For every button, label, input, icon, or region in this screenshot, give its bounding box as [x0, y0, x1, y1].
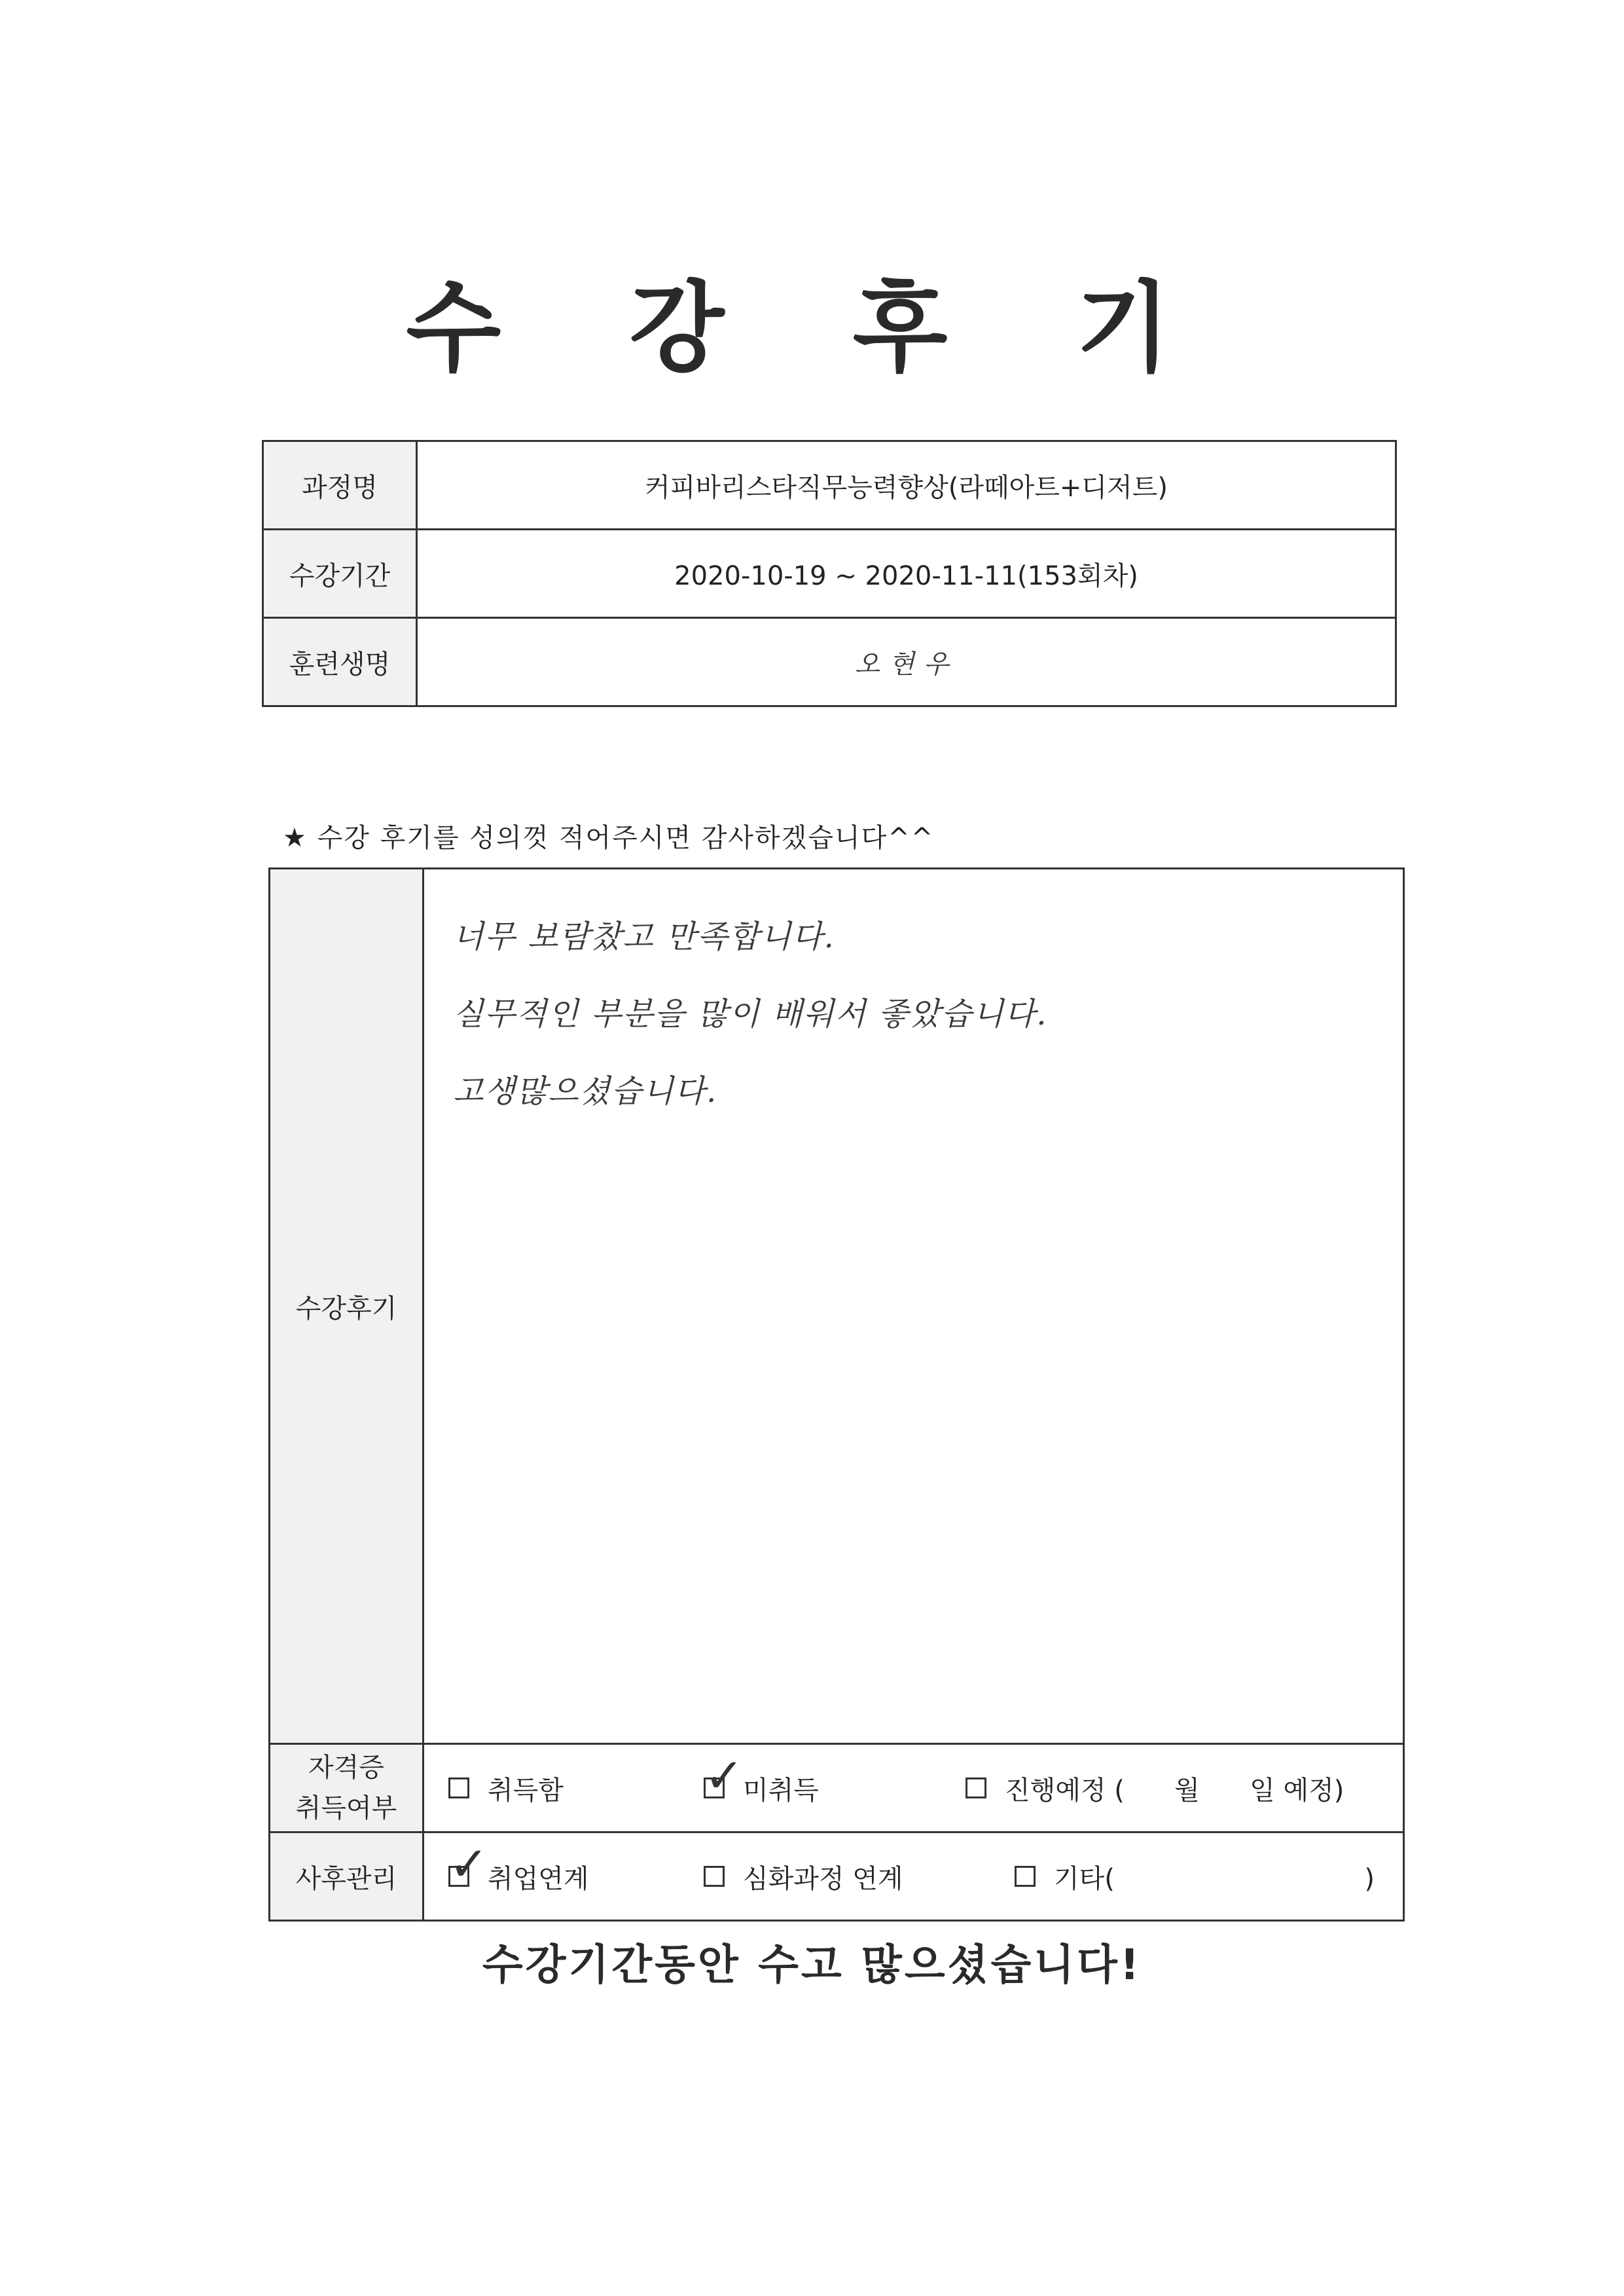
certificate-option-3[interactable] [965, 1770, 1344, 1807]
option-label: 취득함 [488, 1775, 564, 1806]
trainee-name: 오현우 [417, 618, 1396, 706]
review-line-3: 고생많으셨습니다. [453, 1073, 718, 1110]
certificate-label-line1: 자격증 [308, 1753, 384, 1783]
trainee-label: 훈련생명 [263, 618, 417, 706]
page-title: 수 강 후 기 [406, 272, 1218, 386]
certificate-label-line2: 취득여부 [295, 1793, 397, 1823]
course-label: 과정명 [263, 441, 417, 530]
option-label: 진행예정 ( 월 일 예정) [1005, 1775, 1344, 1806]
option-label: 심화과정 연계 [743, 1863, 903, 1894]
course-row [263, 441, 1396, 530]
aftercare-options [424, 1832, 1404, 1921]
period-label: 수강기간 [263, 530, 417, 618]
certificate-option-2[interactable] [704, 1770, 965, 1807]
closing-message: 수강기간동안 수고 많으셨습니다! [482, 1941, 1142, 1990]
certificate-row [270, 1744, 1404, 1832]
review-body [424, 869, 1404, 1744]
checkbox-icon[interactable] [965, 1777, 986, 1798]
aftercare-option-1[interactable] [448, 1858, 704, 1895]
period-row [263, 530, 1396, 618]
course-value: 커피바리스타직무능력향상(라떼아트+디저트) [417, 441, 1396, 530]
aftercare-option-3[interactable] [1015, 1858, 1375, 1895]
trainee-row [263, 618, 1396, 706]
review-line-2: 실무적인 부분을 많이 배워서 좋았습니다. [453, 996, 1048, 1032]
review-row [270, 869, 1404, 1744]
checkbox-icon[interactable] [448, 1777, 469, 1798]
checkbox-icon[interactable] [1015, 1866, 1036, 1887]
option-label: 취업연계 [488, 1863, 589, 1894]
review-label: 수강후기 [270, 869, 424, 1744]
course-info-table [262, 440, 1397, 707]
option-label: 기타( ) [1054, 1863, 1375, 1894]
certificate-label [270, 1744, 424, 1832]
checkbox-icon[interactable] [704, 1866, 725, 1887]
checked-checkbox-icon[interactable] [704, 1777, 725, 1798]
review-instruction: ★ 수강 후기를 성의껏 적어주시면 감사하겠습니다^^ [283, 823, 935, 853]
review-line-1: 너무 보람찼고 만족합니다. [453, 919, 835, 955]
checked-checkbox-icon[interactable] [448, 1866, 469, 1887]
aftercare-label: 사후관리 [270, 1832, 424, 1921]
review-table [268, 867, 1405, 1922]
period-value: 2020-10-19 ~ 2020-11-11(153회차) [417, 530, 1396, 618]
certificate-options [424, 1744, 1404, 1832]
certificate-option-1[interactable] [448, 1770, 704, 1807]
aftercare-option-2[interactable] [704, 1858, 1015, 1895]
aftercare-row [270, 1832, 1404, 1921]
option-label: 미취득 [743, 1775, 819, 1806]
